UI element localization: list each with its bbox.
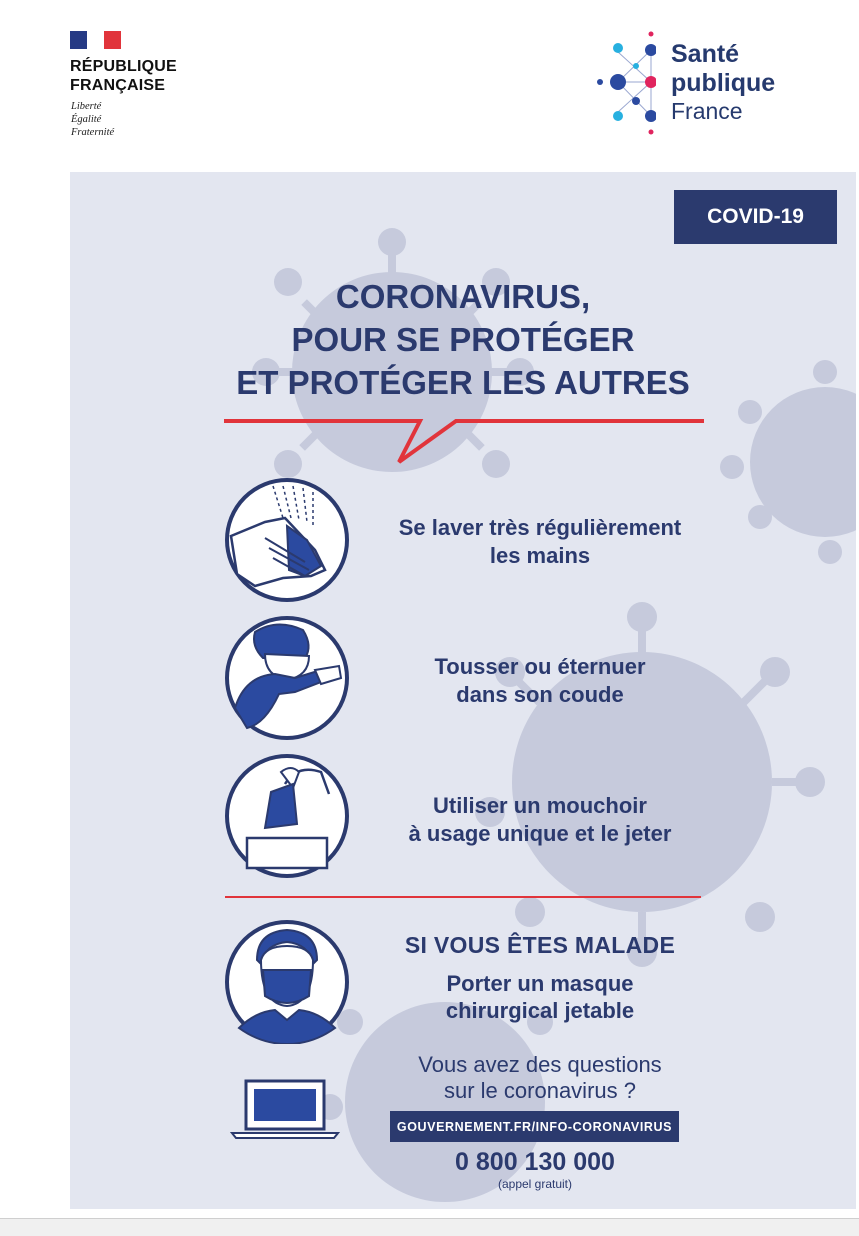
republique-francaise-label: RÉPUBLIQUE FRANÇAISE — [70, 58, 177, 94]
tip-tissue: Utiliser un mouchoir à usage unique et le jeter — [408, 793, 672, 846]
sante-publique-logo-icon — [596, 30, 656, 136]
phone-note: (appel gratuit) — [497, 1177, 573, 1191]
republique-motto: Liberté Égalité Fraternité — [71, 101, 115, 138]
bottom-strip — [0, 1218, 859, 1236]
questions-text: Vous avez des questions sur le coronavirus ? — [418, 1052, 662, 1103]
face-mask-icon — [225, 920, 349, 1044]
poster-title: CORONAVIRUS, POUR SE PROTÉGER ET PROTÉGER LES AUTRES — [236, 278, 690, 401]
tissue-box-icon — [225, 754, 349, 878]
sick-heading: SI VOUS ÊTES MALADE — [404, 932, 676, 958]
info-url-link[interactable]: GOUVERNEMENT.FR/INFO-CORONAVIRUS — [390, 1111, 679, 1142]
covid-19-tag: COVID-19 — [674, 190, 837, 244]
header — [0, 0, 859, 172]
hand-washing-icon — [225, 478, 349, 602]
phone-number: 0 800 130 000 — [455, 1148, 615, 1176]
sante-publique-label: Santé publique France — [671, 40, 776, 124]
tip-wash-hands: Se laver très régulièrement les mains — [398, 515, 682, 568]
laptop-icon — [230, 1077, 340, 1139]
speech-bubble-line-icon — [224, 418, 704, 466]
cough-in-elbow-icon — [225, 616, 349, 740]
sick-advice: Porter un masque chirurgical jetable — [445, 971, 635, 1023]
marianne-logo — [70, 31, 121, 49]
tip-cough-elbow: Tousser ou éternuer dans son coude — [434, 654, 646, 707]
section-divider — [225, 896, 701, 898]
poster-panel — [70, 172, 856, 1209]
